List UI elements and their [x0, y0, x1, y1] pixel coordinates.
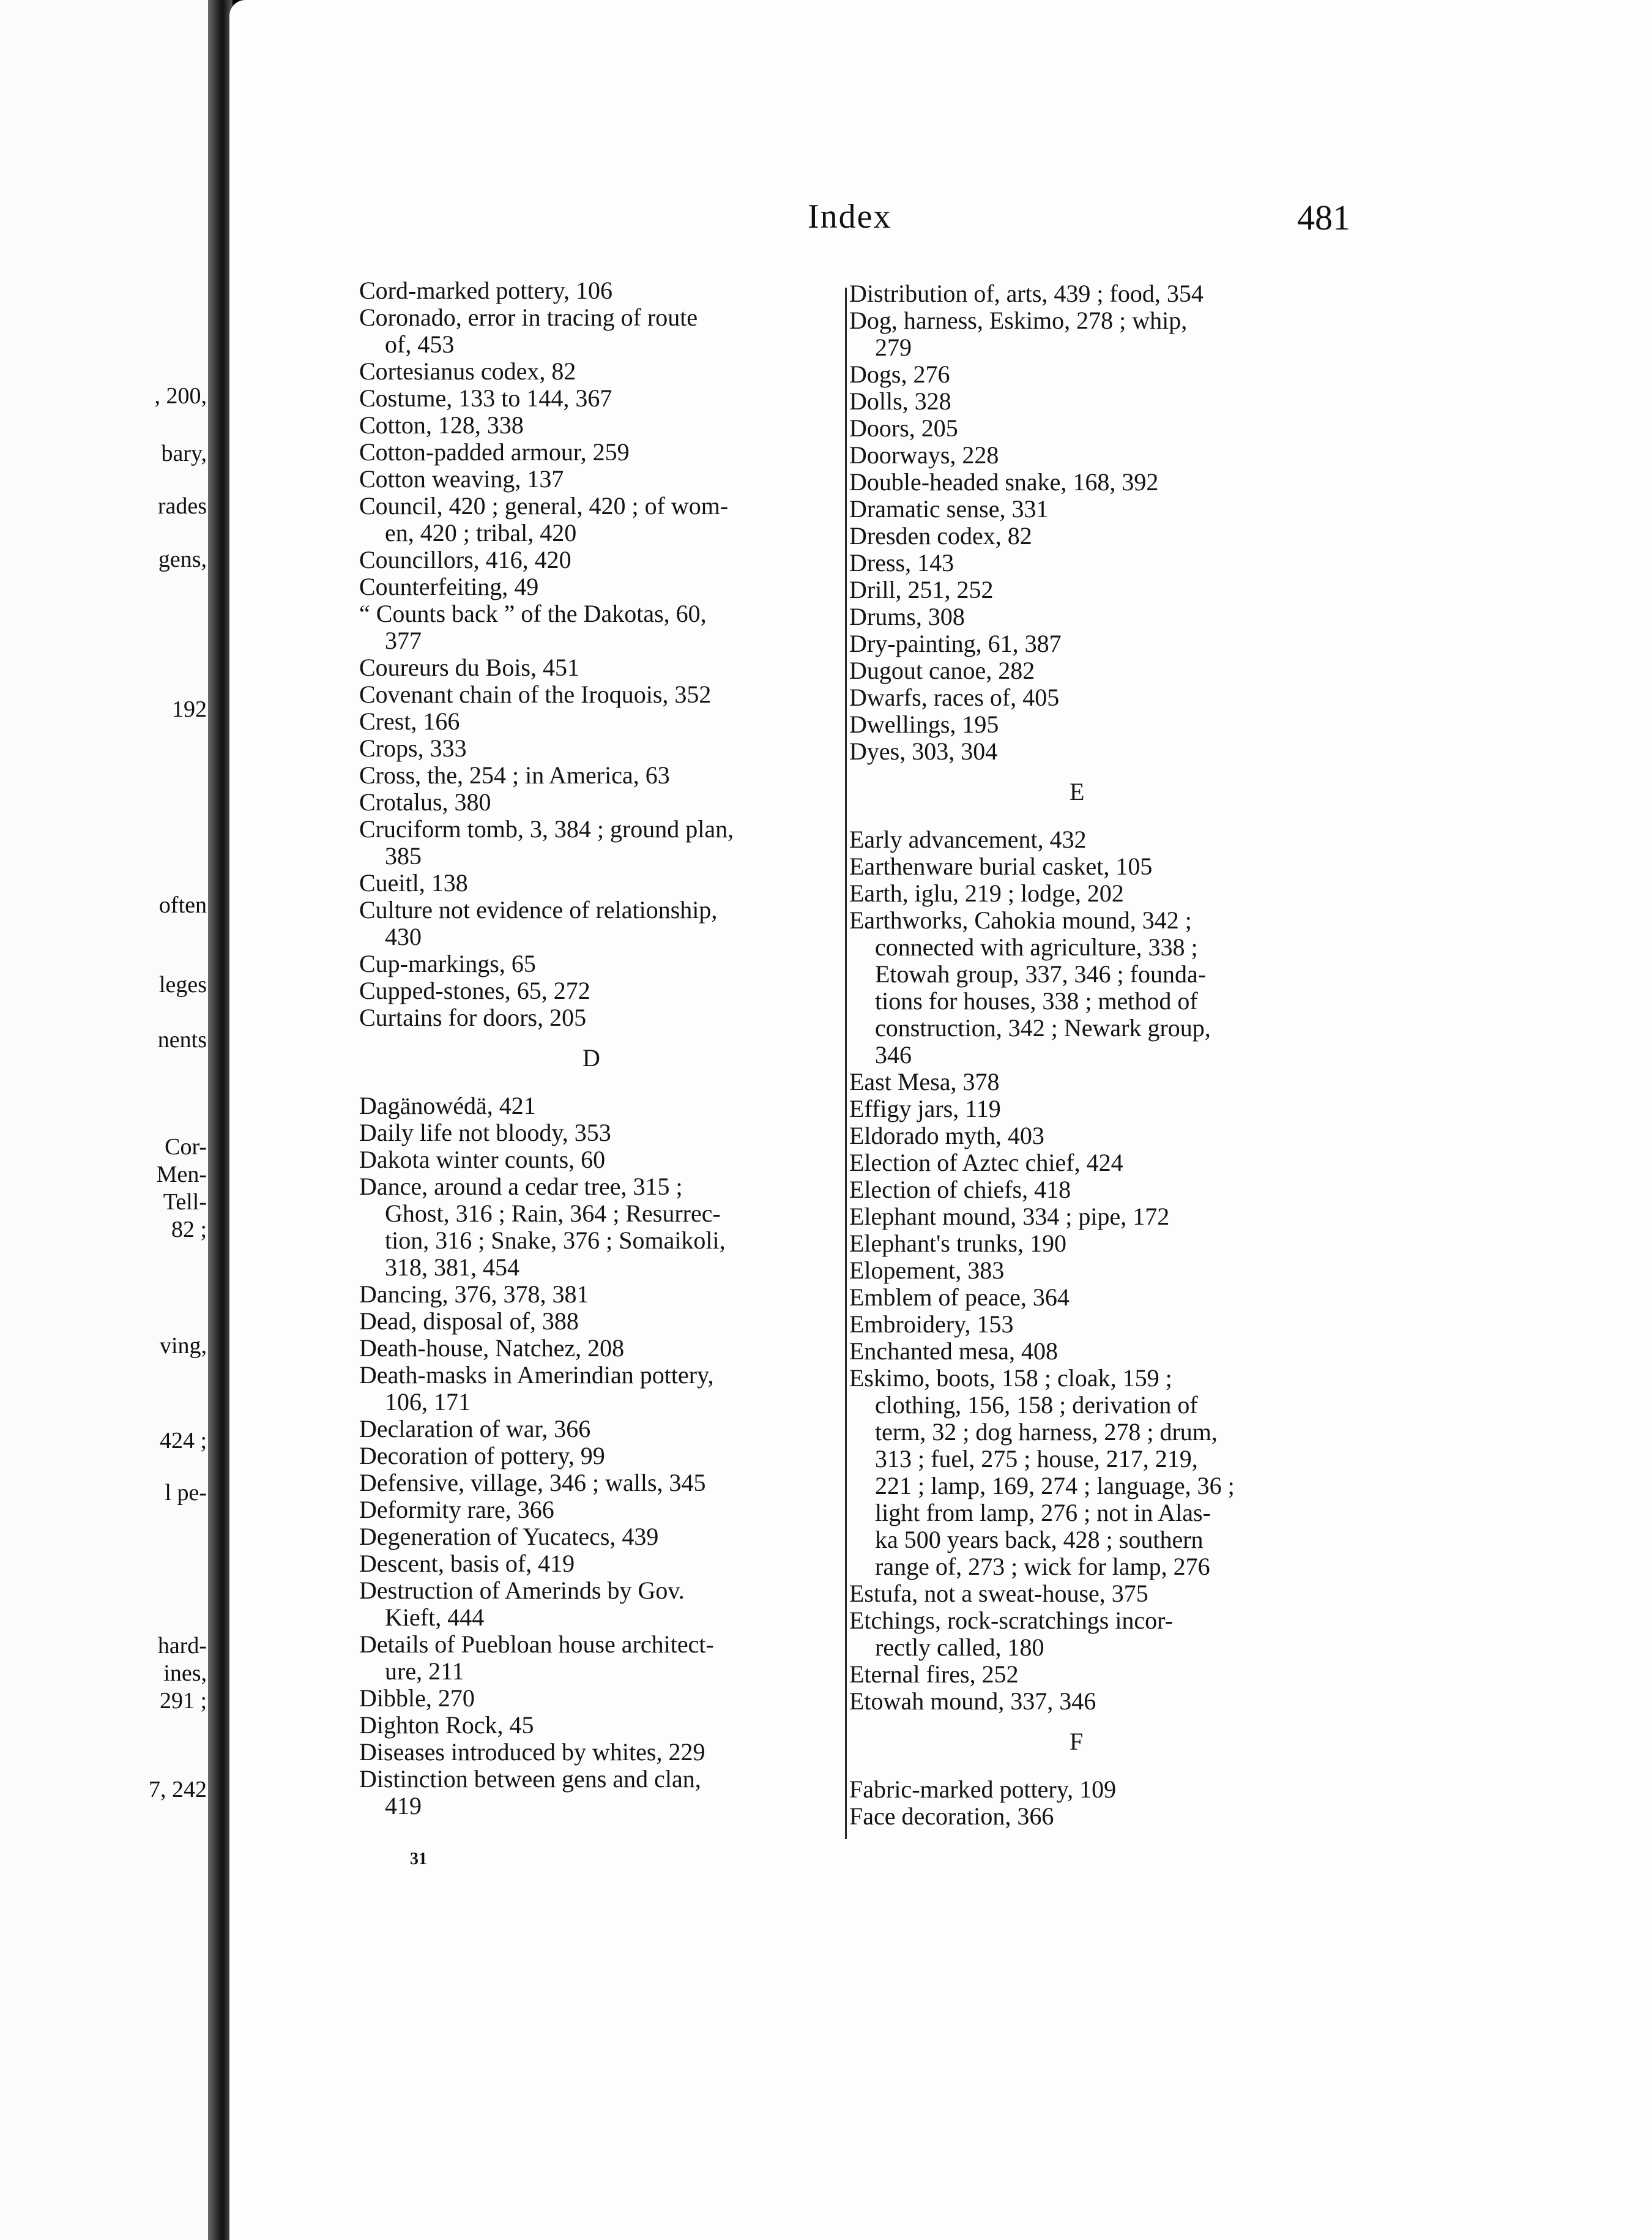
- index-entry: Cruciform tomb, 3, 384 ; ground plan,: [359, 815, 734, 843]
- index-entry: Dancing, 376, 378, 381: [359, 1280, 589, 1308]
- index-column-right: [849, 280, 1565, 1830]
- index-entry: Covenant chain of the Iroquois, 352: [359, 681, 712, 708]
- index-entry: Earthenware burial casket, 105: [849, 853, 1153, 880]
- index-entry-continuation: light from lamp, 276 ; not in Alas-: [875, 1499, 1211, 1526]
- index-entry: Defensive, village, 346 ; walls, 345: [359, 1469, 706, 1496]
- index-entry: Eskimo, boots, 158 ; cloak, 159 ;: [849, 1364, 1172, 1392]
- index-entry-continuation: 377: [385, 627, 422, 654]
- index-entry: Earthworks, Cahokia mound, 342 ;: [849, 906, 1192, 934]
- previous-page-fragment: gens,: [158, 547, 207, 572]
- index-entry: Embroidery, 153: [849, 1310, 1014, 1338]
- index-entry: Dramatic sense, 331: [849, 495, 1049, 523]
- index-entry: Drill, 251, 252: [849, 576, 994, 603]
- index-entry: Dead, disposal of, 388: [359, 1307, 579, 1335]
- index-entry: Cord-marked pottery, 106: [359, 277, 612, 304]
- index-entry-continuation: Ghost, 316 ; Rain, 364 ; Resurrec-: [385, 1200, 721, 1227]
- index-entry: Distribution of, arts, 439 ; food, 354: [849, 280, 1204, 307]
- index-entry: Dagänowédä, 421: [359, 1092, 536, 1119]
- index-entry: Doors, 205: [849, 414, 958, 442]
- index-entry: Curtains for doors, 205: [359, 1004, 587, 1031]
- previous-page-fragment: ines,: [163, 1660, 207, 1686]
- index-entry: Diseases introduced by whites, 229: [359, 1738, 705, 1766]
- index-entry: Deformity rare, 366: [359, 1496, 554, 1523]
- previous-page-fragment: often: [158, 892, 207, 918]
- index-entry: Dance, around a cedar tree, 315 ;: [359, 1173, 683, 1200]
- index-entry: Dog, harness, Eskimo, 278 ; whip,: [849, 307, 1188, 334]
- index-entry: Dyes, 303, 304: [849, 737, 998, 765]
- index-entry-continuation: term, 32 ; dog harness, 278 ; drum,: [875, 1418, 1218, 1446]
- index-entry: Fabric-marked pottery, 109: [849, 1775, 1117, 1803]
- index-entry: Cup-markings, 65: [359, 950, 536, 977]
- previous-page-fragment: rades: [157, 493, 207, 519]
- index-entry-continuation: construction, 342 ; Newark group,: [875, 1014, 1211, 1042]
- index-entry: Dakota winter counts, 60: [359, 1146, 606, 1173]
- column-divider: [845, 288, 847, 1839]
- index-entry-continuation: ka 500 years back, 428 ; southern: [875, 1526, 1204, 1553]
- index-entry: Crops, 333: [359, 734, 467, 762]
- index-entry: Crotalus, 380: [359, 788, 491, 816]
- index-entry-continuation: tions for houses, 338 ; method of: [875, 987, 1198, 1015]
- previous-page-fragment: ving,: [159, 1333, 207, 1359]
- previous-page-fragment: 192: [172, 696, 207, 722]
- index-entry-continuation: Etowah group, 337, 346 ; founda-: [875, 960, 1207, 988]
- index-entry: Effigy jars, 119: [849, 1095, 1001, 1122]
- index-entry: Drums, 308: [849, 603, 965, 630]
- signature-mark: 31: [410, 1850, 427, 1869]
- index-entry: Coureurs du Bois, 451: [359, 654, 579, 681]
- previous-page-fragment: leges: [158, 972, 207, 998]
- index-entry: Crest, 166: [359, 707, 460, 735]
- index-entry: “ Counts back ” of the Dakotas, 60,: [359, 600, 707, 627]
- index-entry: Councillors, 416, 420: [359, 546, 571, 573]
- index-entry: Elopement, 383: [849, 1256, 1005, 1284]
- index-entry: Council, 420 ; general, 420 ; of wom-: [359, 492, 729, 520]
- previous-page-fragment: nents: [157, 1027, 207, 1053]
- previous-page-fragment: bary,: [161, 441, 207, 466]
- index-entry: Degeneration of Yucatecs, 439: [359, 1523, 659, 1550]
- index-entry-continuation: connected with agriculture, 338 ;: [875, 933, 1198, 961]
- index-entry: Dibble, 270: [359, 1684, 475, 1712]
- index-entry: Counterfeiting, 49: [359, 573, 539, 600]
- index-entry-continuation: of, 453: [385, 330, 455, 358]
- index-entry-continuation: rectly called, 180: [875, 1633, 1044, 1661]
- index-entry: Elephant mound, 334 ; pipe, 172: [849, 1203, 1170, 1230]
- index-entry: Election of Aztec chief, 424: [849, 1149, 1123, 1176]
- index-entry: Dress, 143: [849, 549, 954, 577]
- index-entry: Decoration of pottery, 99: [359, 1442, 605, 1469]
- index-entry: Death-house, Natchez, 208: [359, 1334, 625, 1362]
- previous-page-edge: [0, 0, 214, 2240]
- index-entry: Enchanted mesa, 408: [849, 1337, 1058, 1365]
- index-entry-continuation: ure, 211: [385, 1657, 464, 1685]
- index-entry: Daily life not bloody, 353: [359, 1119, 611, 1146]
- index-entry: Cupped-stones, 65, 272: [359, 977, 590, 1004]
- index-entry: Distinction between gens and clan,: [359, 1765, 701, 1793]
- index-entry: Coronado, error in tracing of route: [359, 304, 698, 331]
- index-entry: Declaration of war, 366: [359, 1415, 591, 1443]
- index-entry-continuation: clothing, 156, 158 ; derivation of: [875, 1391, 1198, 1419]
- index-entry: Estufa, not a sweat-house, 375: [849, 1580, 1148, 1607]
- index-entry-continuation: 346: [875, 1041, 912, 1069]
- index-entry: Dolls, 328: [849, 387, 951, 415]
- index-entry: Descent, basis of, 419: [359, 1550, 575, 1577]
- index-entry-continuation: 279: [875, 334, 912, 361]
- index-entry: Face decoration, 366: [849, 1802, 1054, 1830]
- index-entry: Costume, 133 to 144, 367: [359, 384, 612, 412]
- index-entry-continuation: tion, 316 ; Snake, 376 ; Somaikoli,: [385, 1226, 726, 1254]
- index-entry: Cotton weaving, 137: [359, 465, 564, 493]
- previous-page-fragment: hard-: [157, 1633, 207, 1659]
- index-entry: Earth, iglu, 219 ; lodge, 202: [849, 879, 1124, 907]
- previous-page-fragment: 7, 242: [149, 1777, 207, 1802]
- index-entry-continuation: 419: [385, 1792, 422, 1820]
- index-entry-continuation: 430: [385, 923, 422, 950]
- index-entry: Dogs, 276: [849, 360, 950, 388]
- previous-page-fragment: 424 ;: [159, 1428, 207, 1454]
- index-entry-continuation: 106, 171: [385, 1388, 471, 1416]
- index-entry-continuation: en, 420 ; tribal, 420: [385, 519, 577, 547]
- index-entry: Cotton, 128, 338: [359, 411, 524, 439]
- index-entry: Cross, the, 254 ; in America, 63: [359, 761, 670, 789]
- index-entry: Cueitl, 138: [359, 869, 468, 897]
- index-entry: Dresden codex, 82: [849, 522, 1032, 550]
- running-head: Index: [808, 198, 892, 236]
- index-entry-continuation: Kieft, 444: [385, 1603, 485, 1631]
- index-entry: Death-masks in Amerindian pottery,: [359, 1361, 714, 1389]
- index-entry: Cotton-padded armour, 259: [359, 438, 630, 466]
- previous-page-fragment: Cor-: [165, 1134, 207, 1160]
- index-entry: Culture not evidence of relationship,: [359, 896, 718, 924]
- index-entry: Eldorado myth, 403: [849, 1122, 1044, 1149]
- section-letter: D: [582, 1044, 600, 1072]
- index-entry: Elephant's trunks, 190: [849, 1230, 1066, 1257]
- index-entry: Etowah mound, 337, 346: [849, 1687, 1096, 1715]
- index-entry: Eternal fires, 252: [849, 1660, 1019, 1688]
- index-entry: Doorways, 228: [849, 441, 999, 469]
- index-entry: Destruction of Amerinds by Gov.: [359, 1577, 685, 1604]
- index-entry-continuation: 221 ; lamp, 169, 274 ; language, 36 ;: [875, 1472, 1235, 1499]
- previous-page-fragment: Tell-: [163, 1189, 207, 1215]
- page-number: 481: [1297, 198, 1350, 237]
- index-entry-continuation: 318, 381, 454: [385, 1253, 519, 1281]
- index-entry: Double-headed snake, 168, 392: [849, 468, 1159, 496]
- section-letter: E: [1070, 778, 1085, 805]
- index-entry: Emblem of peace, 364: [849, 1283, 1070, 1311]
- index-entry: Dry-painting, 61, 387: [849, 630, 1062, 657]
- index-entry: Cortesianus codex, 82: [359, 357, 576, 385]
- index-entry: Details of Puebloan house architect-: [359, 1630, 714, 1658]
- index-entry: Dugout canoe, 282: [849, 657, 1035, 684]
- index-entry: Early advancement, 432: [849, 826, 1087, 853]
- index-entry: Etchings, rock-scratchings incor-: [849, 1607, 1174, 1634]
- index-entry-continuation: 385: [385, 842, 422, 870]
- index-entry: East Mesa, 378: [849, 1068, 1000, 1096]
- index-entry: Election of chiefs, 418: [849, 1176, 1071, 1203]
- index-entry: Dwellings, 195: [849, 711, 999, 738]
- previous-page-fragment: l pe-: [165, 1480, 207, 1506]
- previous-page-fragment: 82 ;: [171, 1217, 207, 1242]
- index-entry: Dwarfs, races of, 405: [849, 684, 1060, 711]
- section-letter: F: [1070, 1728, 1084, 1755]
- index-entry: Dighton Rock, 45: [359, 1711, 534, 1739]
- previous-page-fragment: 291 ;: [159, 1688, 207, 1714]
- index-entry-continuation: range of, 273 ; wick for lamp, 276: [875, 1553, 1210, 1580]
- previous-page-fragment: Men-: [156, 1162, 207, 1187]
- index-page: [229, 0, 1652, 2240]
- previous-page-fragment: , 200,: [154, 383, 207, 409]
- book-gutter: [208, 0, 233, 2240]
- index-entry-continuation: 313 ; fuel, 275 ; house, 217, 219,: [875, 1445, 1198, 1473]
